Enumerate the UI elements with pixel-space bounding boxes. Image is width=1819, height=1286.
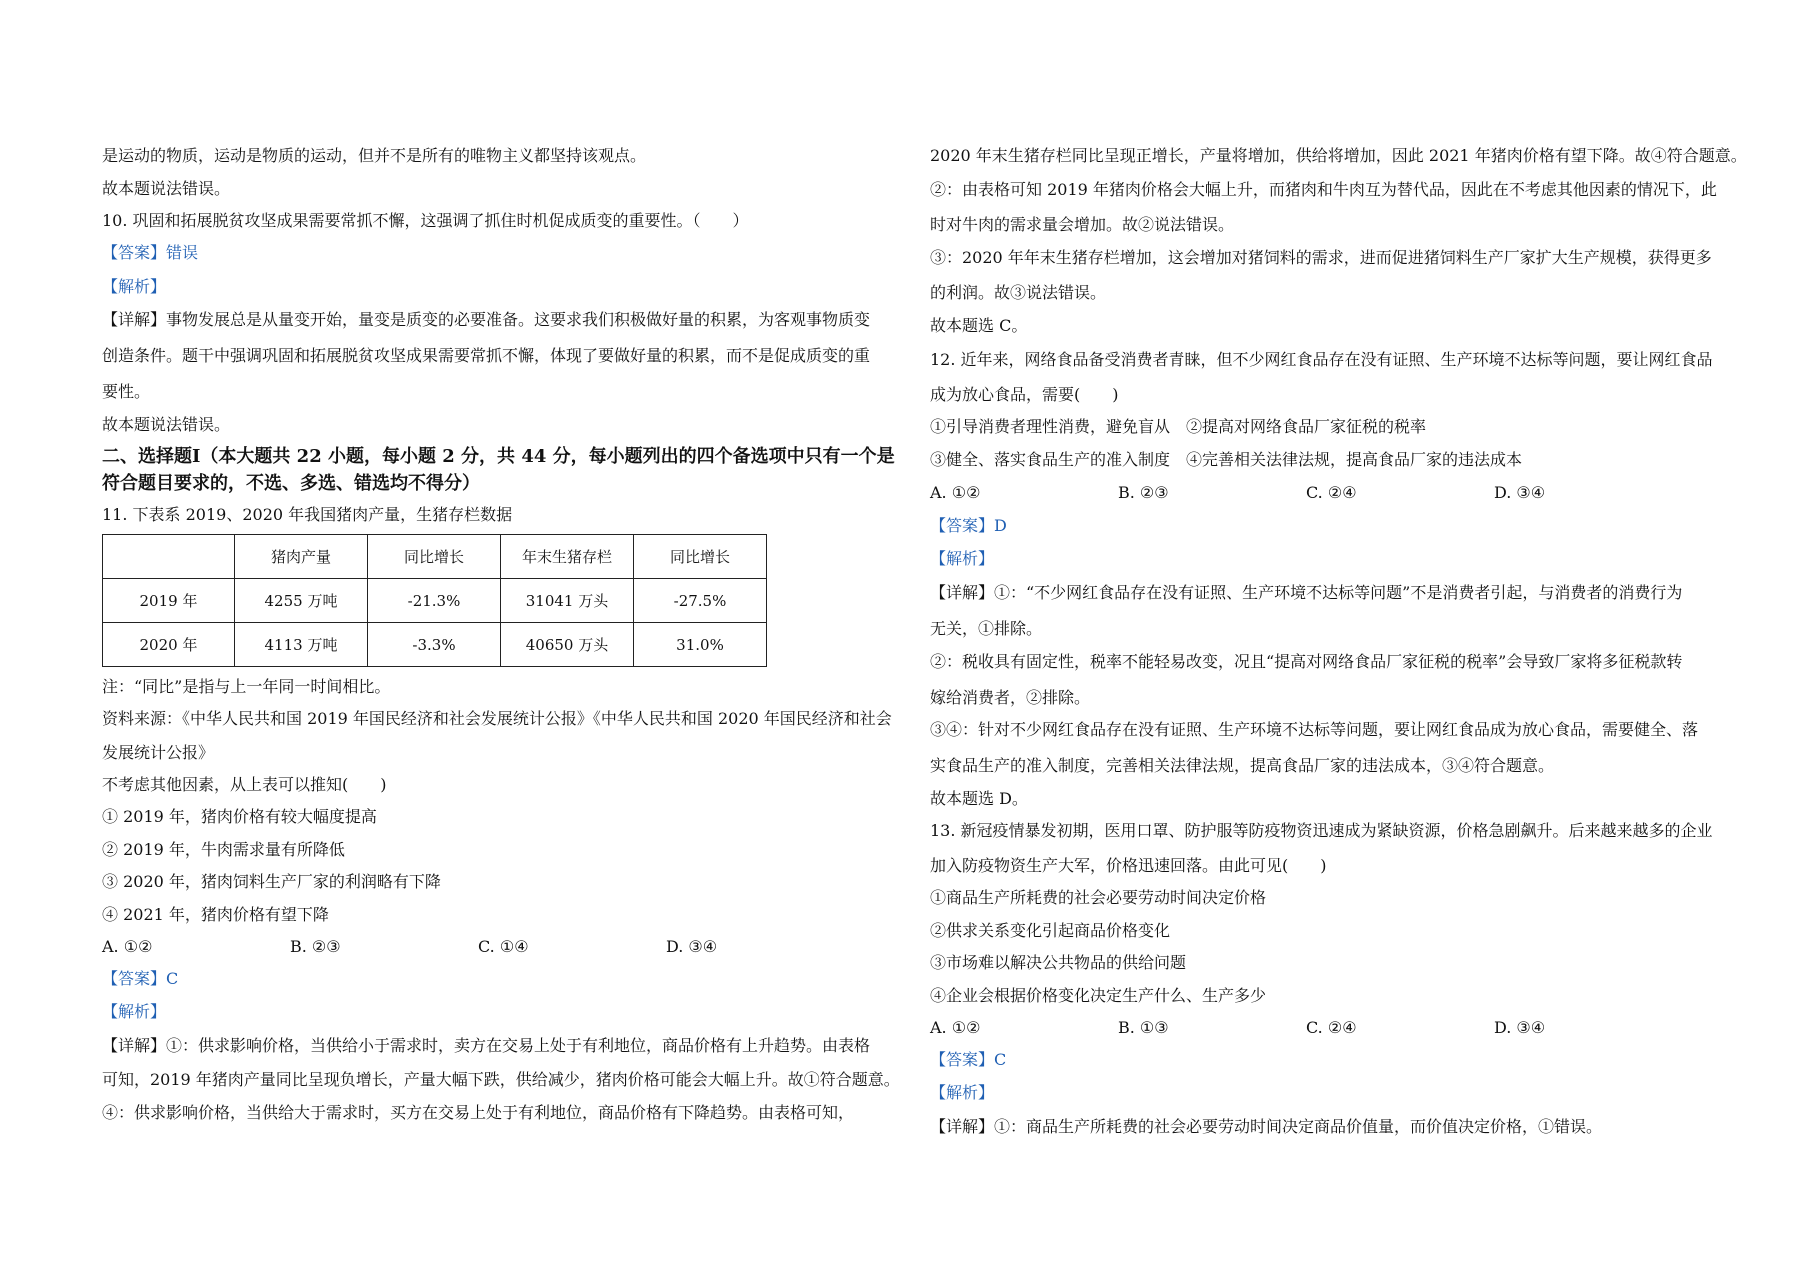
text-line: 是运动的物质，运动是物质的运动，但并不是所有的唯物主义都坚持该观点。 xyxy=(102,146,647,165)
answer-label: 【答案】错误 xyxy=(102,243,199,262)
answer-label: 【答案】D xyxy=(930,516,1007,535)
choice-item: ④企业会根据价格变化决定生产什么、生产多少 xyxy=(930,986,1267,1005)
table-cell: 31041 万头 xyxy=(501,579,634,623)
table-row xyxy=(103,579,767,623)
answer-label: 【答案】C xyxy=(930,1050,1007,1069)
answer-label: 【答案】C xyxy=(102,969,179,988)
choice-item: ③市场难以解决公共物品的供给问题 xyxy=(930,953,1187,972)
question-12: 12. 近年来，网络食品备受消费者青睐，但不少网红食品存在没有证照、生产环境不达标等问题，要让网红食品 xyxy=(930,350,1713,369)
analysis-label: 【解析】 xyxy=(102,1002,167,1021)
detail-text: 【详解】①：“不少网红食品存在没有证照、生产环境不达标等问题”不是消费者引起，与消费者的消费行为 xyxy=(930,583,1683,602)
choice-item: ③健全、落实食品生产的准入制度 ④完善相关法律法规，提高食品厂家的违法成本 xyxy=(930,450,1523,469)
option-d: D. ③④ xyxy=(1494,1018,1546,1037)
question-13: 加入防疫物资生产大军，价格迅速回落。由此可见( ) xyxy=(930,856,1327,875)
table-header-cell xyxy=(103,535,235,579)
option-c: C. ②④ xyxy=(1306,1018,1357,1037)
option-a: A. ①② xyxy=(102,937,153,956)
detail-text: ③：2020 年年末生猪存栏增加，这会增加对猪饲料的需求，进而促进猪饲料生产厂家扩大生产规模，获得更多 xyxy=(930,248,1712,267)
pork-data-table xyxy=(102,534,767,667)
analysis-label: 【解析】 xyxy=(930,1083,995,1102)
detail-text: ③④：针对不少网红食品存在没有证照、生产环境不达标等问题，要让网红食品成为放心食品，需要健全、落 xyxy=(930,720,1699,739)
detail-text: 【详解】事物发展总是从量变开始，量变是质变的必要准备。这要求我们积极做好量的积累，为客观事物质变 xyxy=(102,310,871,329)
question-prompt: 不考虑其他因素，从上表可以推知( ) xyxy=(102,775,387,794)
option-d: D. ③④ xyxy=(1494,483,1546,502)
table-header-row xyxy=(103,535,767,579)
question-13: 13. 新冠疫情暴发初期，医用口罩、防护服等防疫物资迅速成为紧缺资源，价格急剧飙升。后来越来越多的企业 xyxy=(930,821,1713,840)
choice-item: ①引导消费者理性消费，避免盲从 ②提高对网络食品厂家征税的税率 xyxy=(930,417,1427,436)
table-cell: -21.3% xyxy=(368,579,501,623)
conclusion-text: 故本题说法错误。 xyxy=(102,415,231,434)
table-note: 注：“同比”是指与上一年同一时间相比。 xyxy=(102,677,391,696)
table-cell: 4255 万吨 xyxy=(235,579,368,623)
detail-text: 【详解】①：供求影响价格，当供给小于需求时，卖方在交易上处于有利地位，商品价格有上升趋势。由表格 xyxy=(102,1036,871,1055)
table-cell: 4113 万吨 xyxy=(235,623,368,667)
option-b: B. ②③ xyxy=(1118,483,1169,502)
option-a: A. ①② xyxy=(930,1018,981,1037)
table-header-cell: 年末生猪存栏 xyxy=(501,535,634,579)
option-b: B. ①③ xyxy=(1118,1018,1169,1037)
option-d: D. ③④ xyxy=(666,937,718,956)
table-cell: 40650 万头 xyxy=(501,623,634,667)
choice-item: ② 2019 年，牛肉需求量有所降低 xyxy=(102,840,345,859)
option-b: B. ②③ xyxy=(290,937,341,956)
option-c: C. ②④ xyxy=(1306,483,1357,502)
table-header-cell: 猪肉产量 xyxy=(235,535,368,579)
choice-item: ④ 2021 年，猪肉价格有望下降 xyxy=(102,905,329,924)
table-header-cell: 同比增长 xyxy=(368,535,501,579)
question-11: 11. 下表系 2019、2020 年我国猪肉产量，生猪存栏数据 xyxy=(102,505,513,524)
option-c: C. ①④ xyxy=(478,937,529,956)
detail-text: 可知，2019 年猪肉产量同比呈现负增长，产量大幅下跌，供给减少，猪肉价格可能会大幅上升。故①符合题意。 xyxy=(102,1070,900,1089)
detail-text: ④：供求影响价格，当供给大于需求时，买方在交易上处于有利地位，商品价格有下降趋势。由表格可知， xyxy=(102,1103,855,1122)
choice-item: ②供求关系变化引起商品价格变化 xyxy=(930,921,1171,940)
analysis-label: 【解析】 xyxy=(102,277,167,296)
source-text: 发展统计公报》 xyxy=(102,743,215,762)
detail-text: 时对牛肉的需求量会增加。故②说法错误。 xyxy=(930,215,1235,234)
conclusion-text: 故本题选 C。 xyxy=(930,316,1028,335)
table-cell: -3.3% xyxy=(368,623,501,667)
text-line: 故本题说法错误。 xyxy=(102,179,231,198)
choice-item: ① 2019 年，猪肉价格有较大幅度提高 xyxy=(102,807,377,826)
source-text: 资料来源：《中华人民共和国 2019 年国民经济和社会发展统计公报》《中华人民共和国 2020 年国民经济和社会 xyxy=(102,709,892,728)
table-row xyxy=(103,623,767,667)
table-cell: 2019 年 xyxy=(103,579,235,623)
option-a: A. ①② xyxy=(930,483,981,502)
detail-text: 2020 年末生猪存栏同比呈现正增长，产量将增加，供给将增加，因此 2021 年猪肉价格有望下降。故④符合题意。 xyxy=(930,146,1747,165)
choice-item: ③ 2020 年，猪肉饲料生产厂家的利润略有下降 xyxy=(102,872,441,891)
conclusion-text: 故本题选 D。 xyxy=(930,789,1028,808)
detail-text: 的利润。故③说法错误。 xyxy=(930,283,1107,302)
table-cell: -27.5% xyxy=(634,579,767,623)
table-cell: 2020 年 xyxy=(103,623,235,667)
detail-text: 无关，①排除。 xyxy=(930,619,1043,638)
question-12: 成为放心食品，需要( ) xyxy=(930,385,1119,404)
section-heading: 符合题目要求的，不选、多选、错选均不得分） xyxy=(102,473,480,494)
detail-text: 【详解】①：商品生产所耗费的社会必要劳动时间决定商品价值量，而价值决定价格，①错误。 xyxy=(930,1117,1603,1136)
detail-text: 实食品生产的准入制度，完善相关法律法规，提高食品厂家的违法成本，③④符合题意。 xyxy=(930,756,1555,775)
detail-text: 要性。 xyxy=(102,382,151,401)
choice-item: ①商品生产所耗费的社会必要劳动时间决定价格 xyxy=(930,888,1267,907)
detail-text: ②：由表格可知 2019 年猪肉价格会大幅上升，而猪肉和牛肉互为替代品，因此在不考虑其他因素的情况下，此 xyxy=(930,180,1717,199)
detail-text: 嫁给消费者，②排除。 xyxy=(930,688,1091,707)
table-cell: 31.0% xyxy=(634,623,767,667)
section-heading: 二、选择题Ⅰ（本大题共 22 小题，每小题 2 分，共 44 分，每小题列出的四个备选项中只有一个是 xyxy=(102,446,895,467)
detail-text: ②：税收具有固定性，税率不能轻易改变，况且“提高对网络食品厂家征税的税率”会导致厂家将多征税款转 xyxy=(930,652,1683,671)
table-header-cell: 同比增长 xyxy=(634,535,767,579)
analysis-label: 【解析】 xyxy=(930,549,995,568)
detail-text: 创造条件。题干中强调巩固和拓展脱贫攻坚成果需要常抓不懈，体现了要做好量的积累，而不是促成质变的重 xyxy=(102,346,871,365)
question-10: 10. 巩固和拓展脱贫攻坚成果需要常抓不懈，这强调了抓住时机促成质变的重要性。（ ） xyxy=(102,211,749,230)
